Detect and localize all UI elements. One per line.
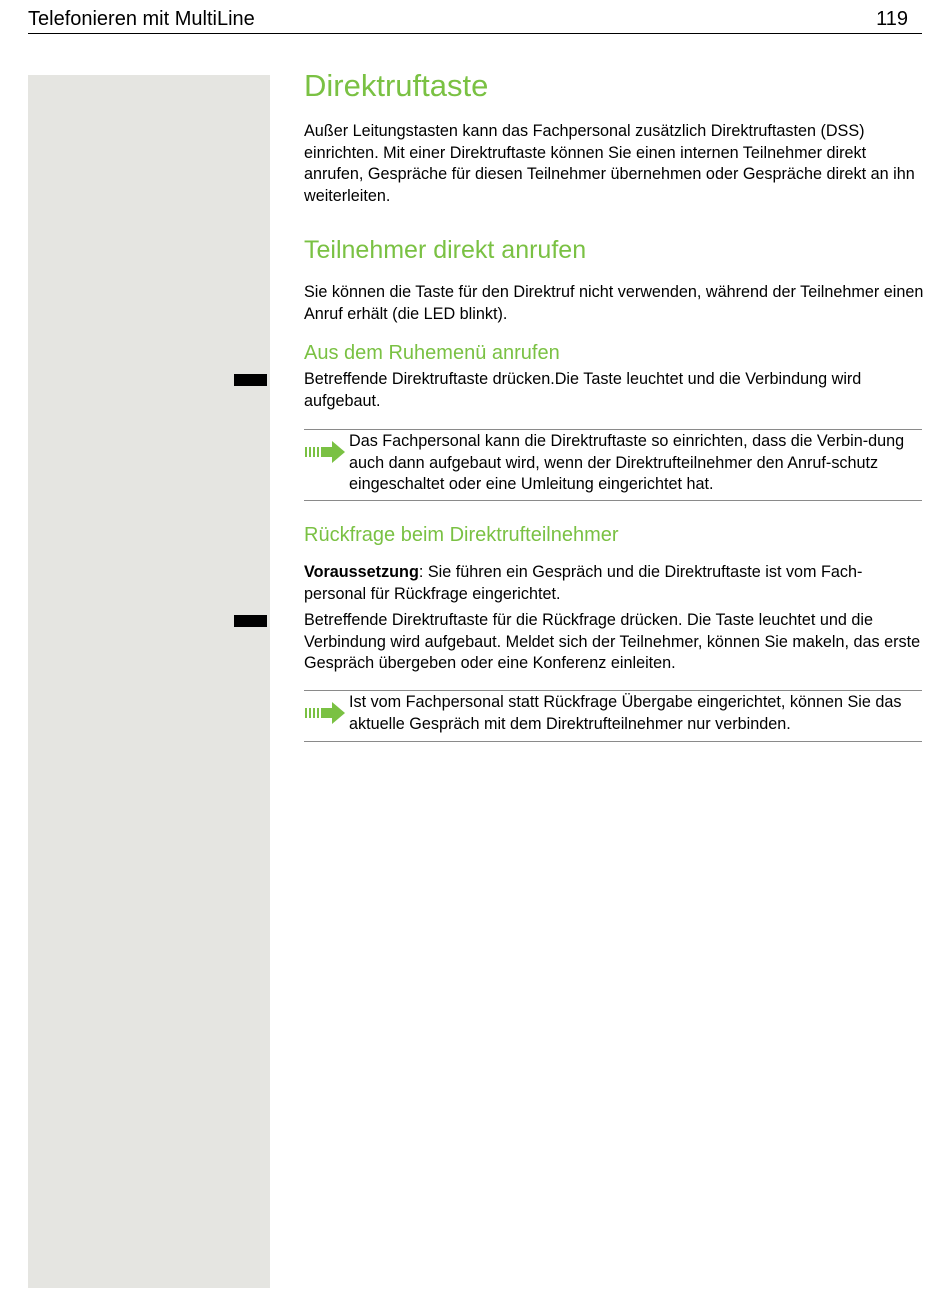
sidebar-column [28, 75, 270, 1288]
function-key-icon [234, 615, 267, 627]
prerequisite-label: Voraussetzung [304, 563, 419, 581]
arrow-note-icon [304, 440, 346, 464]
note-box [304, 690, 922, 742]
page-number: 119 [876, 8, 908, 30]
consultation-prerequisite [304, 562, 924, 605]
prerequisite-text: : Sie führen ein Gespräch und die Direktruftaste ist vom Fach-personal für Rückfrage eingerichtet. [304, 563, 863, 603]
arrow-note-icon [304, 701, 346, 725]
note-text: Ist vom Fachpersonal statt Rückfrage Übergabe eingerichtet, können Sie das aktuelle Gespräch mit dem Direktrufteilnehmer nur verbinden. [349, 693, 902, 733]
note-box [304, 429, 922, 501]
section-title: Direktruftaste [304, 68, 489, 103]
subsection-title: Teilnehmer direkt anrufen [304, 236, 587, 264]
header-title: Telefonieren mit MultiLine [28, 8, 255, 30]
consultation-title: Rückfrage beim Direktrufteilnehmer [304, 524, 619, 546]
page-header [28, 4, 922, 34]
note-text: Das Fachpersonal kann die Direktruftaste so einrichten, dass die Verbin-dung auch dann aufgebaut wird, wenn der Direktrufteilnehmer den Anruf-schutz eingeschaltet oder eine Umleitung eingerichtet hat. [349, 432, 905, 494]
idle-call-step: Betreffende Direktruftaste drücken.Die Taste leuchtet und die Verbindung wird aufgebaut. [304, 370, 862, 410]
function-key-icon [234, 374, 267, 386]
consultation-step: Betreffende Direktruftaste für die Rückfrage drücken. Die Taste leuchtet und die Verbindung wird aufgebaut. Meldet sich der Teilnehmer, können Sie makeln, das erste Gespräch übergeben oder eine Konferenz einleiten. [304, 611, 921, 673]
subsection-intro: Sie können die Taste für den Direktruf nicht verwenden, während der Teilnehmer einen Anruf erhält (die LED blinkt). [304, 283, 924, 323]
idle-call-title: Aus dem Ruhemenü anrufen [304, 342, 560, 364]
section-intro: Außer Leitungstasten kann das Fachpersonal zusätzlich Direktruftasten (DSS) einrichten. Mit einer Direktruftaste können Sie einen internen Teilnehmer direkt anrufen, Gespräche für diesen Teilnehmer übernehmen oder Gespräche direkt an ihn weiterleiten. [304, 122, 915, 206]
